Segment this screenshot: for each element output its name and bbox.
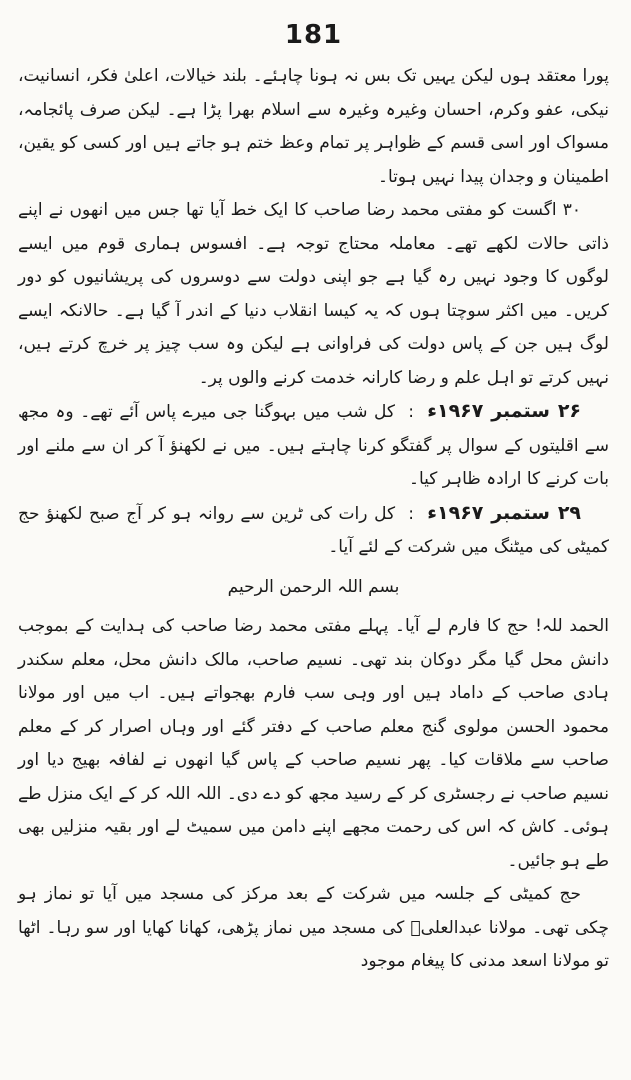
- diary-entry-2: ۲۹ ستمبر ۱۹۶۷ء : کل رات کی ٹرین سے روانہ ہو کر آج صبح لکھنؤ حج کمیٹی کی میٹنگ میں شرکت کے لئے آیا۔: [18, 501, 609, 557]
- page-body: [18, 60, 609, 979]
- paragraph-1: پورا معتقد ہوں لیکن یہیں تک بس نہ ہونا چاہئے۔ بلند خیالات، اعلیٰ فکر، انسانیت، نیکی، عفو وکرم، احسان وغیرہ وغیرہ سے اسلام بھرا پڑا ہے۔ لیکن صرف پائجامہ، مسواک اور اسی قسم کے ظواہر پر تمام وعظ ختم ہو جاتے ہیں اور کسی کو یقین، اطمینان و وجدان پیدا نہیں ہوتا۔: [18, 66, 609, 187]
- entry-text: کل رات کی ٹرین سے روانہ ہو کر آج صبح لکھنؤ حج کمیٹی کی میٹنگ میں شرکت کے لئے آیا۔: [18, 503, 609, 557]
- paragraph-3: الحمد للہ! حج کا فارم لے آیا۔ پہلے مفتی محمد رضا صاحب کی ہدایت کے بموجب دانش محل گیا مگر دوکان بند تھی۔ نسیم صاحب، مالک دانش محل، معلم سکندر ہادی صاحب کے داماد ہیں اور وہی سب فارم بھجواتے ہیں۔ اب میں اور مولانا محمود الحسن مولوی گنج معلم صاحب کے دفتر گئے اور وہاں اصرار کر کے معلم صاحب سے ملاقات کیا۔ پھر نسیم صاحب کے پاس گیا انھوں نے لفافہ بھیج دیا اور نسیم صاحب نے رجسٹری کر کے رسید مجھ کو دے دی۔ اللہ اللہ کر کے ایک منزل طے ہوئی۔ کاش کہ اس کی رحمت مجھے اپنے دامن میں سمیٹ لے اور بقیہ منزلیں بھی طے ہو جائیں۔: [18, 616, 609, 871]
- entry-date: ۲۹ ستمبر ۱۹۶۷ء: [427, 501, 582, 524]
- entry-text: کل شب میں بہوگنا جی میرے پاس آئے تھے۔ وہ مجھ سے اقلیتوں کے سوال پر گفتگو کرنا چاہتے ہیں۔ میں نے لکھنؤ آ کر ان سے ملنے اور بات کرنے کا ارادہ ظاہر کیا۔: [18, 402, 609, 489]
- paragraph-4: حج کمیٹی کے جلسہ میں شرکت کے بعد مرکز کی مسجد میں آیا تو نماز ہو چکی تھی۔ مولانا عبدالعلیؒ کی مسجد میں نماز پڑھی، کھانا کھایا اور سو رہا۔ اٹھا تو مولانا اسعد مدنی کا پیغام موجود: [18, 884, 609, 971]
- diary-entry-1: ۲۶ ستمبر ۱۹۶۷ء : کل شب میں بہوگنا جی میرے پاس آئے تھے۔ وہ مجھ سے اقلیتوں کے سوال پر گفتگو کرنا چاہتے ہیں۔ میں نے لکھنؤ آ کر ان سے ملنے اور بات کرنے کا ارادہ ظاہر کیا۔: [18, 400, 609, 489]
- entry-date: ۲۶ ستمبر ۱۹۶۷ء: [427, 400, 582, 422]
- bismillah-heading: بسم اللہ الرحمن الرحیم: [227, 576, 400, 597]
- paragraph-2: ۳۰ اگست کو مفتی محمد رضا صاحب کا ایک خط آیا تھا جس میں انھوں نے اپنے ذاتی حالات لکھے تھے۔ معاملہ محتاج توجہ ہے۔ افسوس ہماری قوم میں ایسے لوگوں کا وجود نہیں رہ گیا ہے جو اپنی دولت سے دوسروں کی پریشانیوں کو دور کریں۔ میں اکثر سوچتا ہوں کہ یہ کیسا انقلاب دنیا کے اندر آ گیا ہے۔ حالانکہ ایسے لوگ ہیں جن کے پاس دولت کی فراوانی ہے لیکن وہ سب چیز پر خرچ کرتے ہیں، نہیں کرتے تو اہل علم و رضا کارانہ خدمت کرنے والوں پر۔: [18, 200, 609, 388]
- page-number: 181: [284, 20, 343, 50]
